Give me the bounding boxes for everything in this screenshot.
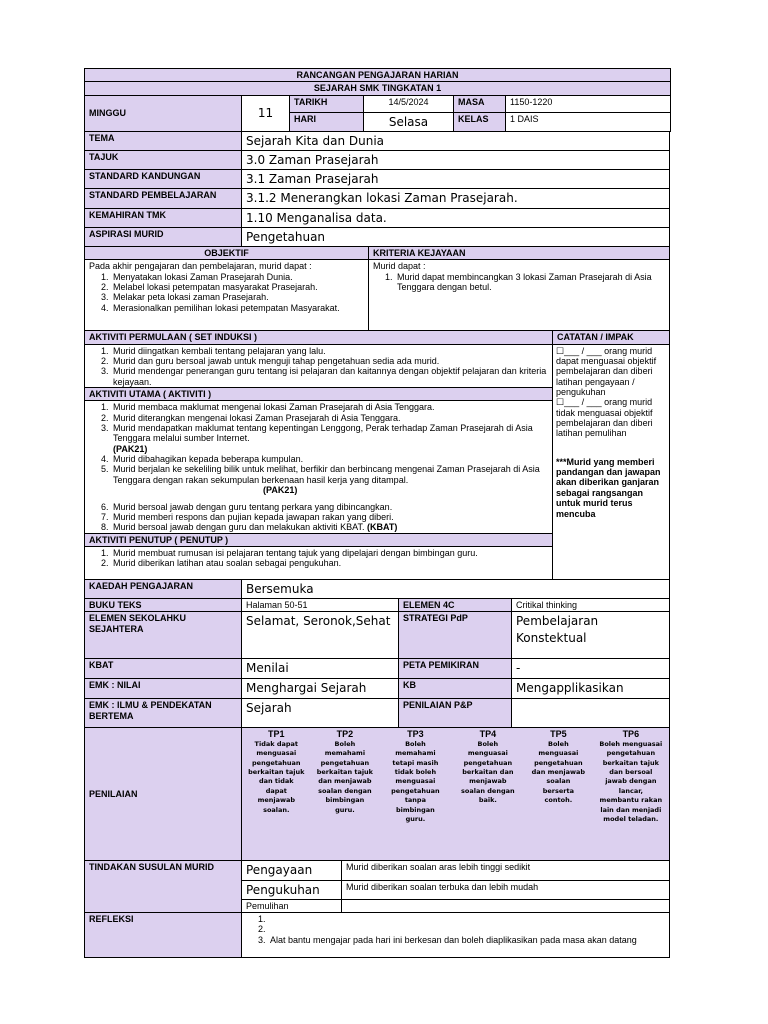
tema-value: Sejarah Kita dan Dunia — [242, 131, 670, 150]
standard-pembelajaran-value: 3.1.2 Menerangkan lokasi Zaman Prasejarah. — [242, 189, 670, 208]
catatan-menguasai: ☐___ / ___ orang murid dapat menguasai objektif pembelajaran dan diberi latihan pengayaan / pengukuhan — [556, 345, 657, 398]
kelas-label: KELAS — [454, 112, 506, 131]
utama-item: 8. Murid bersoal jawab dengan guru dan melakukan aktiviti KBAT. (KBAT) — [111, 522, 548, 532]
utama-item: 4. Murid dibahagikan kepada beberapa kumpulan. — [111, 454, 548, 464]
pak21-tag: (PAK21) — [263, 485, 298, 496]
kriteria-intro: Murid dapat : — [373, 261, 426, 272]
permulaan-item: 2. Murid dan guru bersoal jawab untuk menguji tahap pengetahuan sedia ada murid. — [111, 356, 548, 366]
permulaan-heading: AKTIVITI PERMULAAN ( SET INDUKSI ) — [85, 331, 553, 344]
refleksi-item: 3. Alat bantu mengajar pada hari ini berkesan dan boleh diaplikasikan pada masa akan datang — [268, 935, 665, 945]
tp6-cell: TP6 Boleh menguasai pengetahuan berkaitan tajuk dan bersoal jawab dengan lancar, membantu rakan lain dan menjadi model teladan. — [593, 728, 669, 848]
utama-list — [89, 402, 548, 532]
kriteria-item: 1. Murid dapat membincangkan 3 lokasi Zaman Prasejarah di Asia Tenggara dengan betul. — [395, 272, 665, 293]
tema-label: TEMA — [85, 131, 242, 150]
tarikh-value: 14/5/2024 — [364, 95, 454, 112]
kaedah-label: KAEDAH PENGAJARAN — [85, 579, 242, 598]
kbat-tag: (KBAT) — [367, 522, 398, 533]
kriteria-list — [373, 272, 665, 293]
masa-label: MASA — [454, 95, 506, 112]
refleksi-list — [246, 914, 665, 945]
kelas-value: 1 DAIS — [506, 112, 671, 131]
penilaian-pp-label: PENILAIAN P&P — [399, 699, 512, 728]
pemulihan-label: Pemulihan — [242, 899, 342, 912]
utama-item: 3. Murid mendapatkan maklumat tentang kepentingan Lenggong, Perak terhadap Zaman Prasejarah di Asia Tenggara melalui sumber Internet. (PAK21) — [111, 423, 548, 454]
emk-ilmu-value: Sejarah — [242, 699, 399, 728]
objektif-item: 3. Melakar peta lokasi zaman Prasejarah. — [111, 292, 364, 302]
elemen-4c-value: Critikal thinking — [512, 599, 670, 612]
kb-value: Mengapplikasikan — [512, 679, 670, 699]
objektif-heading: OBJEKTIF — [85, 247, 369, 260]
peta-pemikiran-value: - — [512, 659, 670, 679]
penilaian-pp-value — [512, 699, 670, 728]
peta-pemikiran-label: PETA PEMIKIRAN — [399, 659, 512, 679]
kemahiran-tmk-label: KEMAHIRAN TMK — [85, 208, 242, 227]
kaedah-table — [84, 579, 670, 729]
minggu-label: MINGGU — [85, 95, 242, 131]
basic-info-table — [84, 131, 670, 247]
standard-kandungan-value: 3.1 Zaman Prasejarah — [242, 170, 670, 189]
hari-label: HARI — [290, 112, 364, 131]
strategi-pdp-label: STRATEGI PdP — [399, 612, 512, 659]
catatan-heading: CATATAN / IMPAK — [553, 331, 670, 344]
permulaan-item: 1. Murid diingatkan kembali tentang pelajaran yang lalu. — [111, 346, 548, 356]
utama-heading: AKTIVITI UTAMA ( AKTIVITI ) — [85, 388, 553, 401]
utama-item: 7. Murid memberi respons dan pujian kepada jawapan rakan yang diberi. — [111, 512, 548, 522]
emk-nilai-value: Menghargai Sejarah — [242, 679, 399, 699]
utama-item: 2. Murid diterangkan mengenai lokasi Zaman Prasejarah di Asia Tenggara. — [111, 413, 548, 423]
kb-label: KB — [399, 679, 512, 699]
document-title: RANCANGAN PENGAJARAN HARIAN — [85, 69, 671, 82]
objektif-kriteria-table — [84, 246, 670, 331]
lesson-plan-document — [84, 68, 670, 958]
elemen-sekolahku-value: Selamat, Seronok,Sehat — [242, 612, 399, 659]
pengayaan-desc: Murid diberikan soalan aras lebih tinggi sedikit — [342, 861, 670, 880]
kaedah-value: Bersemuka — [242, 579, 670, 598]
masa-value: 1150-1220 — [506, 95, 671, 112]
kriteria-heading: KRITERIA KEJAYAAN — [369, 247, 670, 260]
utama-item: 6. Murid bersoal jawab dengan guru tentang perkara yang dibincangkan. — [111, 502, 548, 512]
penutup-item: 2. Murid diberikan latihan atau soalan sebagai pengukuhan. — [111, 558, 548, 568]
penutup-item: 1. Murid membuat rumusan isi pelajaran tentang tajuk yang dipelajari dengan bimbingan guru. — [111, 548, 548, 558]
objektif-item: 4. Merasionalkan pemilihan lokasi petempatan Masyarakat. — [111, 303, 364, 313]
aspirasi-murid-label: ASPIRASI MURID — [85, 227, 242, 246]
hari-value: Selasa — [364, 112, 454, 131]
buku-teks-value: Halaman 50-51 — [242, 599, 399, 612]
catatan-note: ***Murid yang memberi pandangan dan jawapan akan diberikan ganjaran sebagai rangsangan untuk murid terus mencuba — [556, 456, 661, 519]
elemen-4c-label: ELEMEN 4C — [399, 599, 512, 612]
penutup-list — [89, 548, 548, 569]
kemahiran-tmk-value: 1.10 Menganalisa data. — [242, 208, 670, 227]
tp4-cell: TP4 Boleh menguasai pengetahuan berkaitan dan menjawab soalan dengan baik. — [452, 728, 524, 848]
tajuk-label: TAJUK — [85, 151, 242, 170]
penilaian-label: PENILAIAN — [85, 728, 242, 861]
buku-teks-label: BUKU TEKS — [85, 599, 242, 612]
pengukuhan-desc: Murid diberikan soalan terbuka dan lebih mudah — [342, 880, 670, 899]
refleksi-label: REFLEKSI — [85, 913, 242, 958]
header-table — [84, 68, 671, 132]
permulaan-item: 3. Murid mendengar penerangan guru tentang isi pelajaran dan kaitannya dengan objektif pelajaran dan kriteria kejayaan. — [111, 366, 548, 387]
pengayaan-label: Pengayaan — [242, 861, 342, 880]
refleksi-table — [84, 912, 670, 958]
pemulihan-desc — [342, 899, 670, 912]
pak21-tag: (PAK21) — [113, 443, 148, 454]
tp-grid — [242, 728, 669, 848]
minggu-value: 11 — [242, 95, 290, 131]
aspirasi-murid-value: Pengetahuan — [242, 227, 670, 246]
emk-nilai-label: EMK : NILAI — [85, 679, 242, 699]
tindakan-label: TINDAKAN SUSULAN MURID — [85, 861, 242, 913]
tindakan-table — [84, 860, 670, 913]
strategi-pdp-value: Pembelajaran Konstektual — [512, 612, 670, 659]
objektif-item: 2. Melabel lokasi petempatan masyarakat Prasejarah. — [111, 282, 364, 292]
refleksi-item — [268, 914, 665, 924]
permulaan-list — [89, 346, 548, 387]
kbat-value: Menilai — [242, 659, 399, 679]
standard-pembelajaran-label: STANDARD PEMBELAJARAN — [85, 189, 242, 208]
objektif-list — [89, 272, 364, 313]
objektif-intro: Pada akhir pengajaran dan pembelajaran, murid dapat : — [89, 261, 312, 272]
tajuk-value: 3.0 Zaman Prasejarah — [242, 151, 670, 170]
objektif-item: 1. Menyatakan lokasi Zaman Prasejarah Dunia. — [111, 272, 364, 282]
elemen-sekolahku-label: ELEMEN SEKOLAHKU SEJAHTERA — [85, 612, 242, 659]
tp3-cell: TP3 Boleh memahami tetapi masih tidak boleh menguasai pengetahuan tanpa bimbingan guru. — [379, 728, 451, 848]
tarikh-label: TARIKH — [290, 95, 364, 112]
document-subtitle: SEJARAH SMK TINGKATAN 1 — [85, 82, 671, 95]
aktiviti-table — [84, 330, 670, 580]
utama-item: 5. Murid berjalan ke sekeliling bilik untuk melihat, berfikir dan berbincang mengenai Zaman Prasejarah di Asia Tenggara dengan rakan sekumpulan berkenaan hasil kerja yang ditampal. (PAK21) — [111, 464, 548, 501]
tp2-cell: TP2 Boleh memahami pengetahuan berkaitan tajuk dan menjawab soalan dengan bimbingan guru. — [311, 728, 380, 848]
kbat-label: KBAT — [85, 659, 242, 679]
penutup-heading: AKTIVITI PENUTUP ( PENUTUP ) — [85, 533, 553, 546]
catatan-tidak-menguasai: ☐___ / ___ orang murid tidak menguasai objektif pembelajaran dan diberi latihan pemulihan — [556, 397, 653, 439]
pengukuhan-label: Pengukuhan — [242, 880, 342, 899]
emk-ilmu-label: EMK : ILMU & PENDEKATAN BERTEMA — [85, 699, 242, 728]
penilaian-table — [84, 727, 670, 861]
tp1-cell: TP1 Tidak dapat menguasai pengetahuan berkaitan tajuk dan tidak dapat menjawab soalan. — [242, 728, 311, 848]
tp5-cell: TP5 Boleh menguasai pengetahuan dan menjawab soalan berserta contoh. — [524, 728, 593, 848]
utama-item: 1. Murid membaca maklumat mengenai lokasi Zaman Prasejarah di Asia Tenggara. — [111, 402, 548, 412]
standard-kandungan-label: STANDARD KANDUNGAN — [85, 170, 242, 189]
refleksi-item — [268, 924, 665, 934]
